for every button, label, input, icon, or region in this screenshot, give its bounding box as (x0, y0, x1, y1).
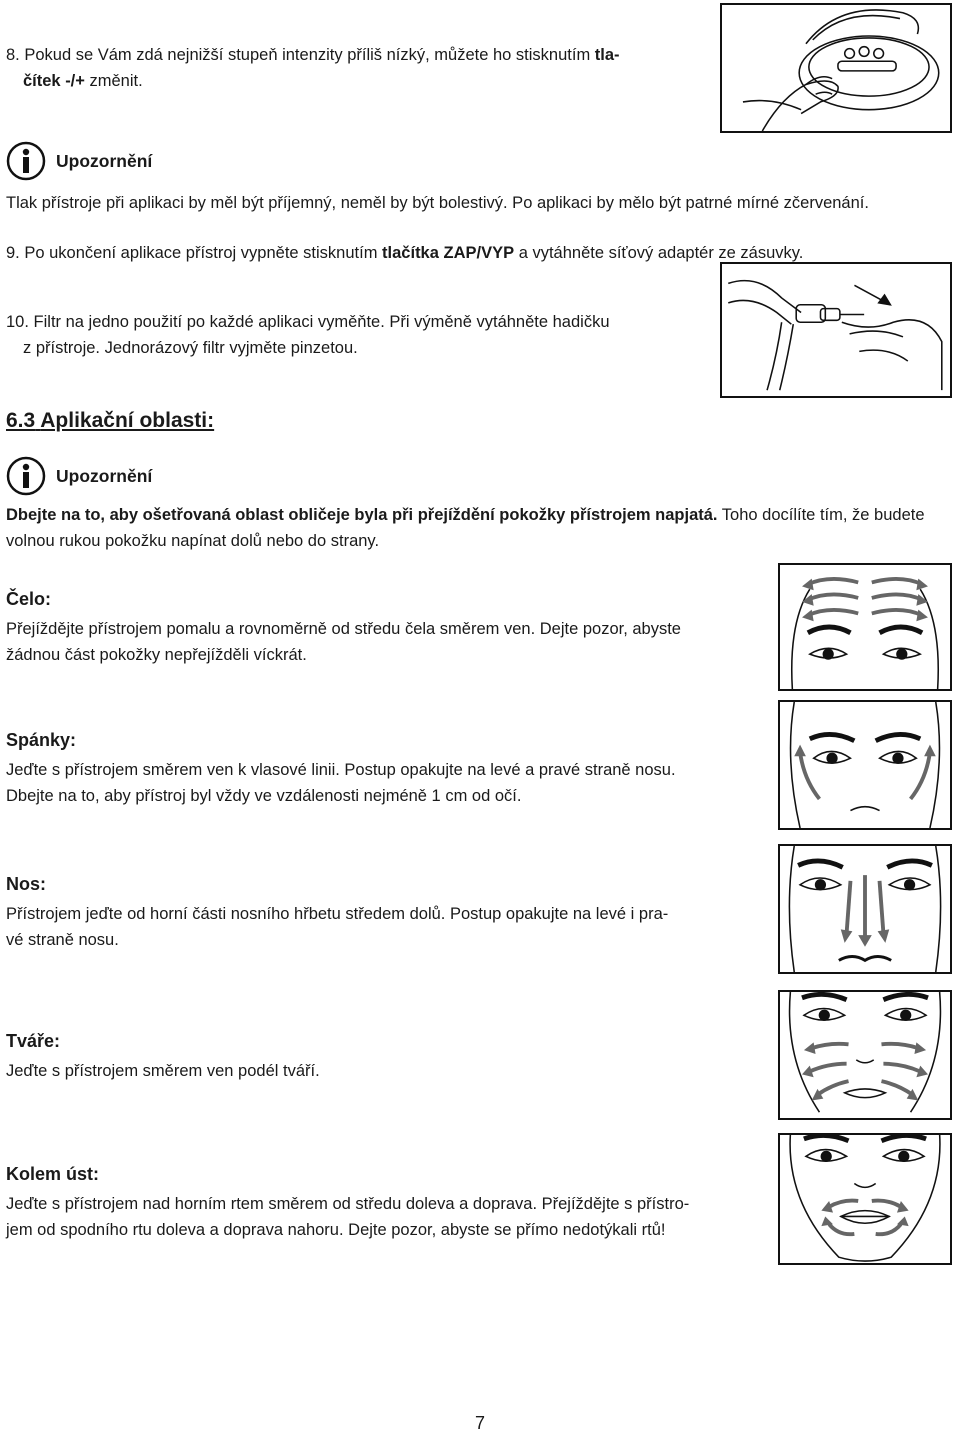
filter-replacement-illustration (720, 262, 952, 398)
step-8-text: 8. Pokud se Vám zdá nejnižší stupeň intenzity příliš nízký, můžete ho stisknutím tla- čítek -/+ změnit. (6, 46, 620, 90)
area-temples-line-1: Jeďte s přístrojem směrem ven k vlasové linii. Postup opakujte na levé a pravé straně nosu. (6, 761, 676, 779)
warning-2-label: Upozornění (56, 466, 153, 486)
area-nose-title: Nos: (6, 874, 46, 894)
warning-1-label: Upozornění (56, 151, 153, 171)
area-mouth-title: Kolem úst: (6, 1164, 100, 1184)
warning-1-header (6, 141, 152, 181)
area-cheeks (6, 1028, 776, 1084)
device-drawing (722, 5, 950, 131)
area-temples-line-2: Dbejte na to, aby přístroj byl vždy ve vzdálenosti nejméně 1 cm od očí. (6, 787, 522, 805)
forehead-face-illustration (778, 563, 952, 691)
mouth-drawing (780, 1135, 950, 1263)
area-mouth-line-1: Jeďte s přístrojem nad horním rtem směrem od středu doleva a doprava. Přejíždějte s přístro- (6, 1195, 690, 1213)
area-temples-title: Spánky: (6, 730, 77, 750)
area-temples (6, 727, 776, 809)
nose-face-illustration (778, 844, 952, 974)
forehead-drawing (780, 565, 950, 689)
area-forehead-line-1: Přejíždějte přístrojem pomalu a rovnoměrně od středu čela směrem ven. Dejte pozor, abyste (6, 620, 681, 638)
step-10: 10. Filtr na jedno použití po každé aplikaci vyměňte. Při výměně vytáhněte hadičku z přístroje. Jednorázový filtr vyjměte pinzetou. (6, 313, 610, 357)
area-nose-line-2: vé straně nosu. (6, 931, 119, 949)
area-nose (6, 871, 776, 953)
device-illustration (720, 3, 952, 133)
area-nose-line-1: Přístrojem jeďte od horní části nosního hřbetu středem dolů. Postup opakujte na levé i pra- (6, 905, 669, 923)
step-8 (6, 42, 706, 94)
area-mouth (6, 1161, 776, 1243)
temples-face-illustration (778, 700, 952, 830)
cheeks-drawing (780, 992, 950, 1118)
nose-drawing (780, 846, 950, 972)
mouth-face-illustration (778, 1133, 952, 1265)
section-title: 6.3 Aplikační oblasti: (6, 409, 215, 432)
warning-1-text: Tlak přístroje při aplikaci by měl být příjemný, neměl by být bolestivý. Po aplikaci by mělo být patrné mírné zčervenání. (6, 194, 869, 212)
area-forehead-line-2: žádnou část pokožky nepřejížděli víckrát. (6, 646, 307, 664)
cheeks-face-illustration (778, 990, 952, 1120)
warning-2-header (6, 456, 152, 496)
area-cheeks-line-1: Jeďte s přístrojem směrem ven podél tváří. (6, 1062, 320, 1080)
info-icon (6, 456, 46, 496)
temples-drawing (780, 702, 950, 828)
area-cheeks-title: Tváře: (6, 1031, 61, 1051)
info-icon (6, 141, 46, 181)
area-mouth-line-2: jem od spodního rtu doleva a doprava nahoru. Dejte pozor, abyste se přímo nedotýkali rtů! (6, 1221, 666, 1239)
page-number: 7 (474, 1413, 485, 1433)
warning-2-text: Dbejte na to, aby ošetřovaná oblast obličeje byla při přejíždění pokožky přístrojem napjatá. Toho docílíte tím, že budete volnou rukou pokožku napínat dolů nebo do strany. (6, 506, 925, 550)
step-9: 9. Po ukončení aplikace přístroj vypněte stisknutím tlačítka ZAP/VYP a vytáhněte síťový adaptér ze zásuvky. (6, 244, 804, 262)
area-forehead (6, 586, 776, 668)
filter-drawing (722, 264, 950, 396)
area-forehead-title: Čelo: (6, 589, 51, 609)
